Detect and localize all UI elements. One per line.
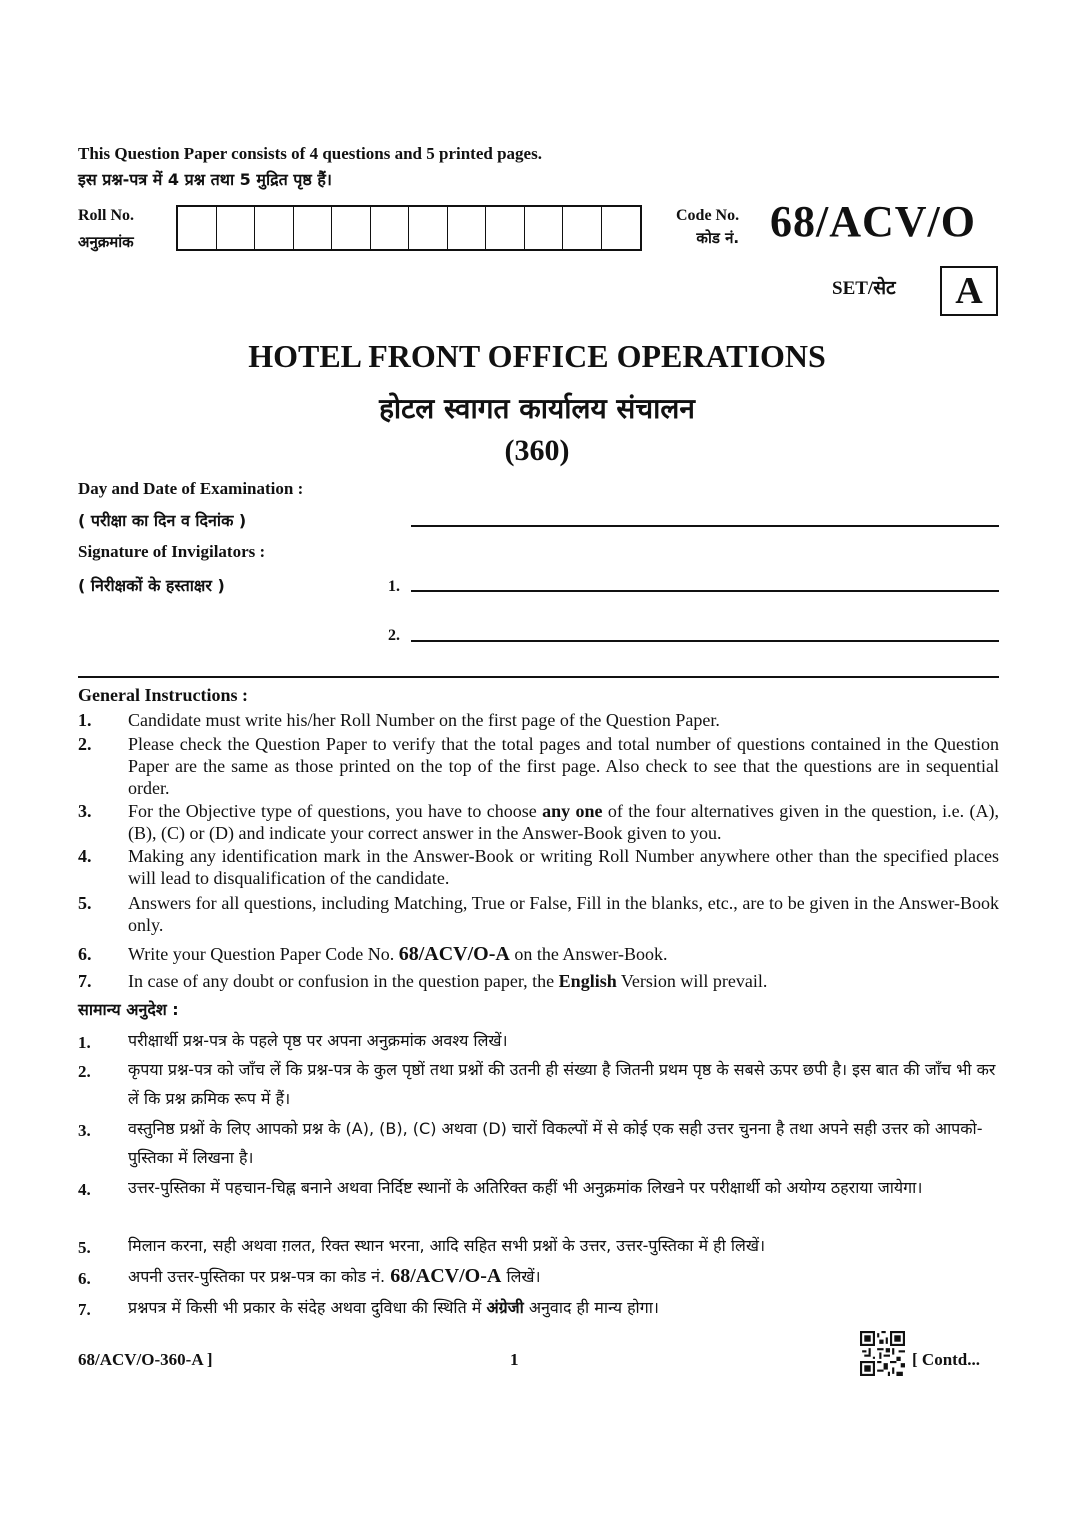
roll-cell[interactable] xyxy=(332,207,371,249)
page-number: 1 xyxy=(510,1350,519,1369)
qr-code-icon xyxy=(860,1331,905,1376)
pages-info-hi: इस प्रश्न-पत्र में 4 प्रश्न तथा 5 मुद्रित पृष्ठ हैं। xyxy=(78,170,332,189)
code-label xyxy=(676,204,739,250)
roll-cell[interactable] xyxy=(294,207,333,249)
footer-paper-code: 68/ACV/O-360-A ] xyxy=(78,1350,213,1369)
roll-cell[interactable] xyxy=(525,207,564,249)
instruction-hi-5: 5. मिलान करना, सही अथवा ग़लत, रिक्त स्थान भरना, आदि सहित सभी प्रश्नों के उत्तर, उत्तर-पुस्तिका में ही लिखें। xyxy=(78,1236,766,1257)
roll-cell[interactable] xyxy=(178,207,217,249)
instruction-hi-6: 6. अपनी उत्तर-पुस्तिका पर प्रश्न-पत्र का कोड नं. 68/ACV/O-A लिखें। xyxy=(78,1265,541,1288)
instruction-hi-3: 3. वस्तुनिष्ठ प्रश्नों के लिए आपको प्रश्न के (A), (B), (C) अथवा (D) चारों विकल्पों में से कोई एक सही उत्तर चुनना है तथा अपने सही उत्तर को आपको-पुस्तिका में लिखना है। xyxy=(78,1119,983,1167)
set-label: SET/सेट xyxy=(832,278,896,299)
roll-cell[interactable] xyxy=(602,207,641,249)
roll-cell[interactable] xyxy=(486,207,525,249)
code-label-hi: कोड नं. xyxy=(696,229,740,247)
roll-cell[interactable] xyxy=(563,207,602,249)
subject-title-en: HOTEL FRONT OFFICE OPERATIONS xyxy=(248,338,826,374)
paper-code: 68/ACV/O xyxy=(770,197,976,246)
subject-code: (360) xyxy=(504,434,570,467)
sig-1-line[interactable] xyxy=(411,590,999,592)
roll-number-grid[interactable] xyxy=(176,205,642,251)
exam-date-label-hi: ( परीक्षा का दिन व दिनांक ) xyxy=(78,511,247,530)
roll-label xyxy=(78,203,134,255)
instruction-en-5: 5. Answers for all questions, including Matching, True or False, Fill in the blanks, etc., are to be given in the Answer-Book only. xyxy=(78,893,999,935)
section-divider xyxy=(78,676,999,678)
roll-label-en: Roll No. xyxy=(78,207,134,224)
instruction-en-6: 6. Write your Question Paper Code No. 68/ACV/O-A on the Answer-Book. xyxy=(78,943,668,965)
exam-date-label-en: Day and Date of Examination : xyxy=(78,479,304,498)
subject-title-hi: होटल स्वागत कार्यालय संचालन xyxy=(379,392,695,425)
roll-label-hi: अनुक्रमांक xyxy=(78,233,134,251)
roll-cell[interactable] xyxy=(371,207,410,249)
pages-info-en: This Question Paper consists of 4 questions and 5 printed pages. xyxy=(78,144,542,163)
invigilator-sig-label-hi: ( निरीक्षकों के हस्ताक्षर ) xyxy=(78,576,225,595)
instruction-hi-2: 2. कृपया प्रश्न-पत्र को जाँच लें कि प्रश्न-पत्र के कुल पृष्ठों तथा प्रश्नों की उतनी ही संख्या है जितनी प्रथम पृष्ठ के सबसे ऊपर छपी है। इस बात की जाँच भी कर लें कि प्रश्न क्रमिक रूप में हैं। xyxy=(78,1060,996,1108)
code-label-en: Code No. xyxy=(676,207,740,224)
instruction-en-2: 2. Please check the Question Paper to verify that the total pages and total number of questions contained in the Question Paper are the same as those printed on the top of the first page. Also check to see that the questions are in sequential order. xyxy=(78,734,999,798)
roll-cell[interactable] xyxy=(217,207,256,249)
general-instructions-heading-hi: सामान्य अनुदेश : xyxy=(78,1000,179,1019)
sig-1-number: 1. xyxy=(388,578,400,595)
sig-2-number: 2. xyxy=(388,627,400,644)
instruction-hi-4: 4. उत्तर-पुस्तिका में पहचान-चिह्न बनाने अथवा निर्दिष्ट स्थानों के अतिरिक्त कहीं भी अनुक्रमांक लिखने पर परीक्षार्थी को अयोग्य ठहराया जायेगा। xyxy=(78,1178,923,1199)
continued-label: [ Contd... xyxy=(912,1350,981,1369)
instruction-en-4: 4. Making any identification mark in the Answer-Book or writing Roll Number anywhere other than the specified places will lead to disqualification of the candidate. xyxy=(78,846,999,888)
sig-2-line[interactable] xyxy=(411,640,999,642)
exam-date-line[interactable] xyxy=(411,525,999,527)
instruction-hi-7: 7. प्रश्नपत्र में किसी भी प्रकार के संदेह अथवा दुविधा की स्थिति में अंग्रेजी अनुवाद ही मान्य होगा। xyxy=(78,1298,659,1319)
general-instructions-heading: General Instructions : xyxy=(78,685,248,705)
roll-cell[interactable] xyxy=(448,207,487,249)
invigilator-sig-label-en: Signature of Invigilators : xyxy=(78,542,266,561)
roll-cell[interactable] xyxy=(409,207,448,249)
set-value-box: A xyxy=(940,266,998,316)
roll-cell[interactable] xyxy=(255,207,294,249)
instruction-en-7: 7. In case of any doubt or confusion in the question paper, the English Version will prevail. xyxy=(78,971,768,991)
instruction-en-3: 3. For the Objective type of questions, you have to choose any one of the four alternatives given in the question, i.e. (A), (B), (C) or (D) and indicate your correct answer in the Answer-Book given to you. xyxy=(78,801,1000,843)
instruction-hi-1: 1. परीक्षार्थी प्रश्न-पत्र के पहले पृष्ठ पर अपना अनुक्रमांक अवश्य लिखें। xyxy=(78,1031,508,1052)
instruction-en-1: 1. Candidate must write his/her Roll Number on the first page of the Question Paper. xyxy=(78,710,720,730)
